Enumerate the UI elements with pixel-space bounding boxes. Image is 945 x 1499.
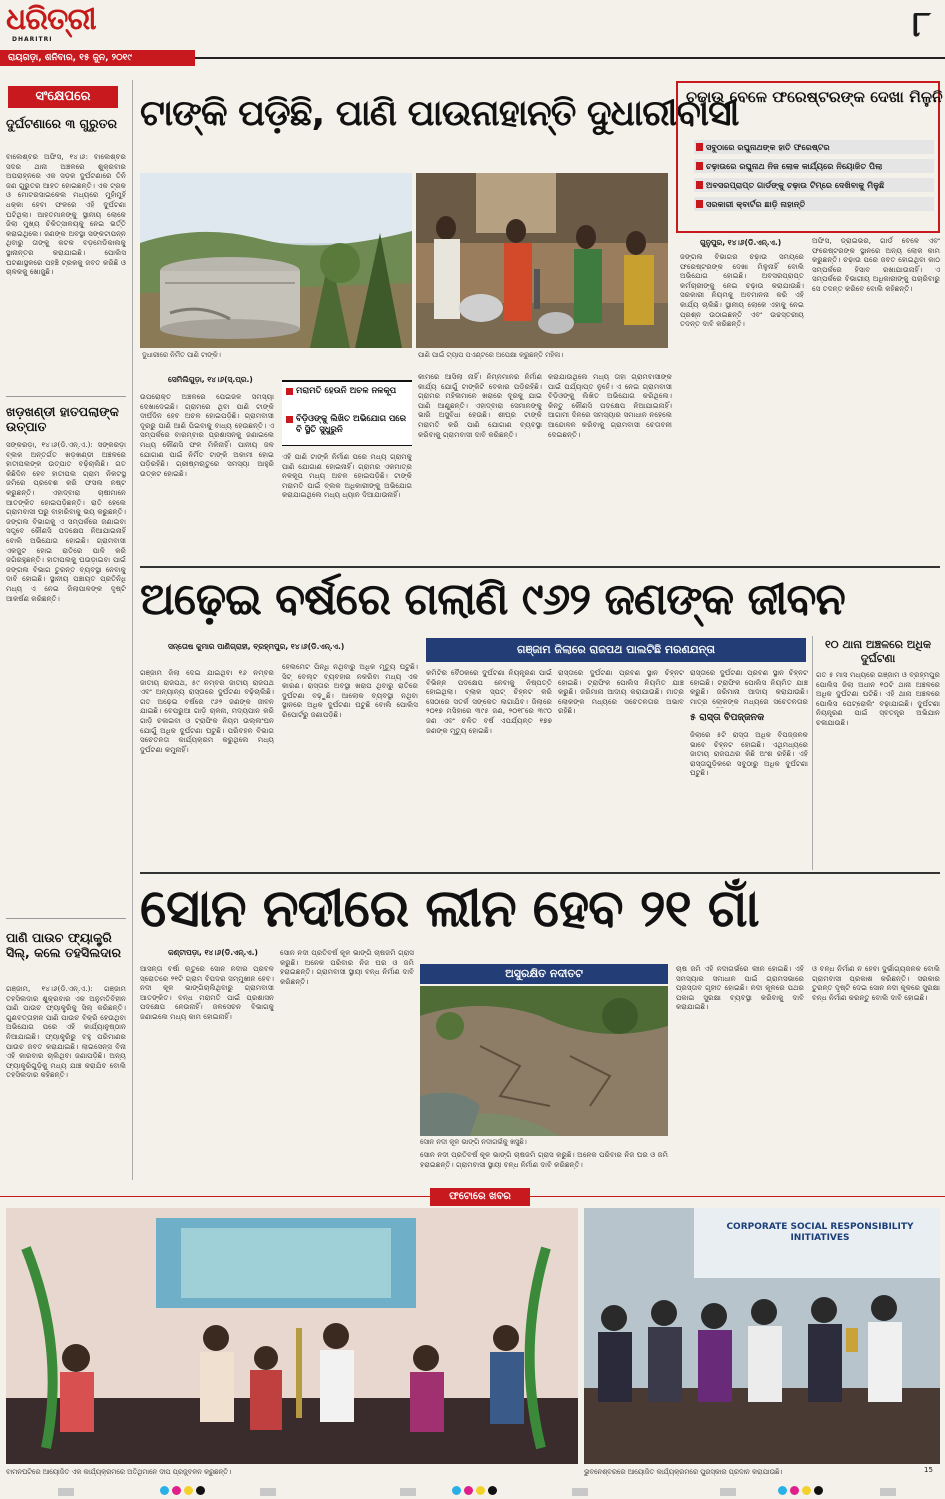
registration-dot-cyan xyxy=(778,1486,787,1495)
registration-dot-cyan xyxy=(452,1486,461,1495)
brief-2-head: ଖଡ଼ଖଣ୍ଡୀ ହାତପଲାଙ୍କ ଉତ୍ପାତ xyxy=(6,404,119,434)
story3-col3: କମିଟିର ବୈଠକରେ ଦୁର୍ଘଟଣା ନିୟନ୍ତ୍ରଣ ପାଇଁ ବିଭିନ୍ନ ପଦକ୍ଷେପ ନେବାକୁ ନିଷ୍ପତ୍ତି ହୋଇଥିଲା। ବ୍ଲାକ ସ୍ପଟ୍ ଚିହ୍ନଟ କରି ସେଠାରେ ସତର୍କ ସଙ୍କେତ ଲଗାଯିବ। ଜିଲାରେ ୨୦୧୭ ମସିହାରେ ୩୯୫ ଜଣ, ୨୦୧୮ରେ ୩୯୦ ଜଣ ଏବଂ ଚଳିତ ବର୍ଷ ଏପର୍ଯ୍ୟନ୍ତ ୧୭୭ ଜଣଙ୍କ ମୃତ୍ୟୁ ହୋଇଛି। xyxy=(426,668,552,735)
registration-dot-black xyxy=(488,1486,497,1495)
page-number: 15 xyxy=(924,1466,933,1474)
registration-mark xyxy=(572,1488,588,1496)
women-photo-art xyxy=(416,173,668,348)
column-rule xyxy=(812,636,813,870)
story1-photo2-caption: ପାଣି ପାଇଁ ଟ୍ୟାପ ପଏଣ୍ଟରେ ଅପେକ୍ଷା କରୁଛନ୍ତି ମହିଳା। xyxy=(418,351,564,359)
story2-byline: ଗୁନୁପୁର, ୧୪।୬(ଡି.ଏନ୍.ଏ.) xyxy=(700,238,782,247)
award-photo-art xyxy=(584,1208,940,1464)
logo-wordmark: ଧରିତ୍ରୀ xyxy=(6,2,96,37)
logo-sub: DHARITRI xyxy=(12,36,53,43)
story1-headline: ଟାଙ୍କି ପଡ଼ିଛି, ପାଣି ପାଉନାହାନ୍ତି ଦୁଧାରୀବାସୀ xyxy=(140,93,739,134)
story1-photo-tank xyxy=(140,173,412,348)
tank-photo-art xyxy=(140,173,412,348)
story2-col2: ଅଫିସ, ଡ୍ରାଇଭର, ଗାର୍ଡ ବେଳେ ଏବଂ ଫରେଷ୍ଟରଙ୍କ ସ୍ଥାନରେ ଅନ୍ୟ ଲୋକ କାମ କରୁଛନ୍ତି। ଚଢ଼ାଉ ପରେ ଜବତ ହୋଇଥିବା କାଠ ସମ୍ପର୍କରେ ହିସାବ ରଖାଯାଉନାହିଁ। ଏ ସମ୍ପର୍କରେ ବିଭାଗୀୟ ଅଧିକାରୀଙ୍କୁ ପଚାରିବାରୁ ସେ ତଦନ୍ତ କରିବେ ବୋଲି କହିଛନ୍ତି। xyxy=(812,236,940,293)
story2-bullet-4: ସରକାରୀ କ୍ବାର୍ଟର ଛାଡ଼ି ନାହାନ୍ତି xyxy=(694,197,934,211)
registration-dot-cyan xyxy=(160,1486,169,1495)
page-mark: ୮ xyxy=(912,3,931,45)
story1-photo-women xyxy=(416,173,668,348)
registration-mark xyxy=(260,1488,276,1496)
story4-photo-riverbank xyxy=(420,986,668,1136)
story3-col2: ହେଲମେଟ ପିନ୍ଧି ନଥିବାରୁ ଅଧିକ ମୃତ୍ୟୁ ଘଟୁଛି। ସିଟ୍ ବେଲ୍ଟ ବ୍ୟବହାର ନକରିବା ମଧ୍ୟ ଏକ କାରଣ। ରାସ୍ତାର ଅବସ୍ଥା ଖରାପ ଥିବାରୁ ରାତିରେ ଦୁର୍ଘଟଣା ବଢ଼ୁଛି। ଆଲୋକ ବ୍ୟବସ୍ଥା ନଥିବା ସ୍ଥାନରେ ଅଧିକ ଦୁର୍ଘଟଣା ଘଟୁଛି ବୋଲି ପୋଲିସ ରିପୋର୍ଟରୁ ଜଣାପଡ଼ିଛି। xyxy=(282,662,418,719)
story1-col4: କରାଯାଉଥିଲେ ମଧ୍ୟ ତାହା ଗ୍ରାମବାସୀଙ୍କ ପାଇଁ ପର୍ଯ୍ୟାପ୍ତ ନୁହେଁ। ଏ ନେଇ ଗ୍ରାମବାସୀ ବିଡ଼ିଓଙ୍କୁ ଲିଖିତ ଅଭିଯୋଗ କରିଥିଲେ। କିନ୍ତୁ କୌଣସି ପଦକ୍ଷେପ ନିଆଯାଇନାହିଁ। ଆଗାମୀ ଦିନରେ ସମସ୍ୟାର ସମାଧାନ ନହେଲେ ଆନ୍ଦୋଳନ କରିବାକୁ ଗ୍ରାମବାସୀ ଚେତାବନୀ ଦେଇଛନ୍ତି। xyxy=(548,372,672,439)
story1-photo1-caption: ଦୁଧାରୀରେ ନିର୍ମିତ ପାଣି ଟାଙ୍କି। xyxy=(142,351,221,359)
story3-col5: ଜିଲାରେ ୫ଟି ରାସ୍ତା ଅଧିକ ବିପଜ୍ଜନକ ଭାବେ ଚିହ୍ନଟ ହୋଇଛି। ଏଥିମଧ୍ୟରେ ଜାତୀୟ ରାଜପଥର କିଛି ଅଂଶ ରହିଛି। ଏହି ରାସ୍ତାଗୁଡ଼ିକରେ ସବୁଠାରୁ ଅଧିକ ଦୁର୍ଘଟଣା ଘଟୁଛି। xyxy=(690,730,808,778)
story4-col1: ଆସନ୍ତା ବର୍ଷା ଋତୁରେ ସୋନ ନଦୀର ପ୍ରବଳ ସ୍ରୋତରେ ୨୧ଟି ଗ୍ରାମ ବିପଦର ସମ୍ମୁଖୀନ ହେବ। ନଦୀ କୂଳ ଭାଙ୍ଗିଚାଲିଥିବାରୁ ଗ୍ରାମବାସୀ ଆତଙ୍କିତ। ବନ୍ଧ ମରାମତି ପାଇଁ ପ୍ରଶାସନ ପଦକ୍ଷେପ ନେଉନାହିଁ। ଜଳସେଚନ ବିଭାଗକୁ ଜଣାଇଲେ ମଧ୍ୟ କାମ ହୋଇନାହିଁ। xyxy=(140,964,274,1021)
top-rule xyxy=(195,57,945,59)
registration-dot-black xyxy=(196,1486,205,1495)
story1-byline: ସେମିଲିଗୁଡ଼ା, ୧୪।୬(ସ୍.ପ୍ର.) xyxy=(168,375,253,384)
story3-col6: ଗତ ୫ ମାସ ମଧ୍ୟରେ ଗଞ୍ଜାମ ଓ ବ୍ରହ୍ମପୁର ପୋଲିସ ଜିଲା ଅଧୀନ ୧୦ଟି ଥାନା ଅଞ୍ଚଳରେ ଅଧିକ ଦୁର୍ଘଟଣା ଘଟିଛି। ଏହି ଥାନା ଅଞ୍ଚଳରେ ପୋଲିସ ପେଟ୍ରୋଲିଂ ବଢ଼ାଯାଇଛି। ଦୁର୍ଘଟଣା ନିୟନ୍ତ୍ରଣ ପାଇଁ ସ୍ବତନ୍ତ୍ର ଅଭିଯାନ ଚଳାଯାଉଛି। xyxy=(816,670,940,727)
divider xyxy=(6,396,126,397)
story4-photo-caption: ସୋନ ନଦୀ କୂଳ ଭାଙ୍ଗି ନଦୀଗର୍ଭକୁ ଖସୁଛି। xyxy=(420,1138,527,1146)
registration-mark xyxy=(58,1488,74,1496)
story2-bullet-3: ଅବସରପ୍ରାପ୍ତ ଗାର୍ଡଙ୍କୁ ଚଢ଼ାଉ ଟିମ୍‌ରେ ଦେଖିବାକୁ ମିଳୁଛି xyxy=(694,178,934,192)
section-rule xyxy=(140,566,940,568)
story1-col3: କାମରେ ଆସିଲା ନାହିଁ। ନିମ୍ନମାନର ନିର୍ମାଣ କାର୍ଯ୍ୟ ଯୋଗୁଁ ଟାଙ୍କିଟି ବେକାର ପଡ଼ିରହିଛି। ଗ୍ରାମର ମହିଳାମାନେ ଖରାରେ ଦୂରକୁ ଯାଇ ପାଣି ଆଣୁଛନ୍ତି। ଏହାଦ୍ବାରା ସେମାନଙ୍କୁ ଭାରି ଅସୁବିଧା ହେଉଛି। ଶୀଘ୍ର ଟାଙ୍କି ମରାମତି କରି ପାଣି ଯୋଗାଣ ବ୍ୟବସ୍ଥା କରିବାକୁ ଗ୍ରାମବାସୀ ଦାବି କରିଛନ୍ତି। xyxy=(418,372,542,439)
riverbank-photo-art xyxy=(420,986,668,1136)
registration-mark xyxy=(880,1488,896,1496)
lamp-lighting-photo-art xyxy=(6,1208,578,1464)
photo-news-caption-right: ଭୁବନେଶ୍ବରରେ ଆୟୋଜିତ କାର୍ଯ୍ୟକ୍ରମରେ ପୁରସ୍କାର ପ୍ରଦାନ କରାଯାଉଛି। xyxy=(584,1468,783,1476)
story3-byline: ସନ୍ତୋଷ କୁମାର ପାଣିଗ୍ରାହୀ, ବ୍ରହ୍ମପୁର, ୧୪।୬(ଡି.ଏନ୍.ଏ.) xyxy=(168,642,345,651)
story3-col4: ରାସ୍ତାରେ ଦୁର୍ଘଟଣା ପ୍ରବଣ ସ୍ଥାନ ଚିହ୍ନଟ ହୋଇଛି। ଟ୍ରାଫିକ ପୋଲିସ ନିୟମିତ ଯାଞ୍ଚ କରୁଛି। ଜରିମାନା ଆଦାୟ କରାଯାଉଛି। ମାତ୍ର ଲୋକଙ୍କ ମଧ୍ୟରେ ସଚେତନତାର ଅଭାବ ରହିଛି। xyxy=(558,668,684,716)
registration-dot-magenta xyxy=(172,1486,181,1495)
divider xyxy=(6,918,126,919)
story3-col5a: ରାସ୍ତାରେ ଦୁର୍ଘଟଣା ପ୍ରବଣ ସ୍ଥାନ ଚିହ୍ନଟ ହୋଇଛି। ଟ୍ରାଫିକ ପୋଲିସ ନିୟମିତ ଯାଞ୍ଚ କରୁଛି। ଜରିମାନା ଆଦାୟ କରାଯାଉଛି। ମାତ୍ର ଲୋକଙ୍କ ମଧ୍ୟରେ ସଚେତନତାର xyxy=(690,668,808,706)
brief-2-body: ସଙ୍କରଡ଼ା, ୧୪।୬(ଡି.ଏନ୍.ଏ.): ସଙ୍କରଡ଼ା ବ୍ଲକ ଅନ୍ତର୍ଗତ ଖଡ଼ଖଣ୍ଡୀ ଅଞ୍ଚଳରେ ହାତୀପଲଙ୍କ ଉତ୍ପାତ ବଢ଼ିଚାଲିଛି। ଗତ କିଛିଦିନ ହେବ ହାତୀପଲ ଗ୍ରାମ ନିକଟସ୍ଥ ଜମିରେ ପ୍ରବେଶ କରି ଫସଲ ନଷ୍ଟ କରୁଛନ୍ତି। ଏହାଦ୍ବାରା ଚାଷୀମାନେ ଆତଙ୍କିତ ହୋଇପଡ଼ିଛନ୍ତି। ରାତି ହେଲେ ଗ୍ରାମବାସୀ ଘରୁ ବାହାରିବାକୁ ଭୟ କରୁଛନ୍ତି। ଜଙ୍ଗଲ ବିଭାଗକୁ ଏ ସମ୍ପର୍କରେ ଜଣାଇବା ସତ୍ତ୍ବେ କୌଣସି ପଦକ୍ଷେପ ନିଆଯାଇନାହିଁ ବୋଲି ଅଭିଯୋଗ ହୋଇଛି। ଗ୍ରାମବାସୀ ଏକଜୁଟ ହୋଇ ରାତିରେ ପାଳି କରି ଜଗିରହୁଛନ୍ତି। ହାତୀପଲକୁ ଘଉଡ଼ାଇବା ପାଇଁ ଜଙ୍ଗଲ ବିଭାଗ ତୁରନ୍ତ ବ୍ୟବସ୍ଥା ନେବାକୁ ଦାବି ହୋଇଛି। ସ୍ଥାନୀୟ ପଞ୍ଚାୟତ ପ୍ରତିନିଧି ମଧ୍ୟ ଏ ନେଇ ଜିଲାପାଳଙ୍କ ଦୃଷ୍ଟି ଆକର୍ଷଣ କରିଛନ୍ତି। xyxy=(6,440,126,603)
registration-dot-yellow xyxy=(184,1486,193,1495)
registration-dot-magenta xyxy=(464,1486,473,1495)
masthead-logo xyxy=(6,2,96,44)
brief-3-head: ପାଣି ପାଉଚ ଫ୍ୟାକ୍ଟ୍ରି ସିଲ୍, କଲେ ତହସିଲଦାର xyxy=(6,930,122,960)
brief-tag: ସଂକ୍ଷେପରେ xyxy=(8,86,118,108)
photo-news-band: ଫଟୋରେ ଖବର xyxy=(430,1188,530,1206)
photo-news-caption-left: ବାମନଘଟିରେ ଆୟୋଜିତ ଏକ କାର୍ଯ୍ୟକ୍ରମରେ ଅତିଥିମାନେ ଦୀପ ପ୍ରଜ୍ଜ୍ବଳନ କରୁଛନ୍ତି। xyxy=(6,1468,232,1476)
story2-bullet-2: ଚଢ଼ାଉରେ ରଘୁନାଥ ନିଜ ଲୋକ କାର୍ଯ୍ୟରେ ନିୟୋଜିତ ପିଲା xyxy=(694,159,934,173)
story4-byline: କଣ୍ଟାପଡ଼ା, ୧୪।୬(ଡି.ଏନ୍.ଏ.) xyxy=(168,948,258,957)
story2-head: ଚଢ଼ାଉ ବେଳେ ଫରେଷ୍ଟରଙ୍କ ଦେଖା ମିଳୁନି xyxy=(686,88,943,106)
brief-1-body: ବାଲେଶ୍ବର ଅଫିସ, ୧୪।୬: ବାଲେଶ୍ବର ସଦର ଥାନା ଅଞ୍ଚଳରେ ଶୁକ୍ରବାର ଅପରାହ୍ନରେ ଏକ ସଡ଼କ ଦୁର୍ଘଟଣାରେ ତିନି ଜଣ ଗୁରୁତର ଆହତ ହୋଇଛନ୍ତି। ଏକ ଟ୍ରକ ଓ ମୋଟରସାଇକେଲ ମଧ୍ୟରେ ମୁହାଁମୁହିଁ ଧକ୍କା ହେବା ଫଳରେ ଏହି ଦୁର୍ଘଟଣା ଘଟିଥିଲା। ଆହତମାନଙ୍କୁ ସ୍ଥାନୀୟ ଲୋକେ ଜିଲା ମୁଖ୍ୟ ଚିକିତ୍ସାଳୟକୁ ନେଇ ଭର୍ତ୍ତି କରାଇଥିଲେ। ଜଣଙ୍କ ଅବସ୍ଥା ସଙ୍କଟାପନ୍ନ ଥିବାରୁ ତାଙ୍କୁ କଟକ ବଡ଼ମେଡିକାଲକୁ ସ୍ଥାନାନ୍ତର କରାଯାଇଛି। ପୋଲିସ ଘଟଣାସ୍ଥଳରେ ପହଞ୍ଚି ଟ୍ରକକୁ ଜବତ କରିଛି ଓ ଚାଳକକୁ ଖୋଜୁଛି। xyxy=(6,152,126,277)
story4-col4: ଓ ବନ୍ଧ ନିର୍ମାଣ ନ ହେବା ଦୁର୍ଭାଗ୍ୟଜନକ ବୋଲି ଗ୍ରାମବାସୀ ପ୍ରକାଶ କରିଛନ୍ତି। ସରକାର ତୁରନ୍ତ ଦୃଷ୍ଟି ଦେଇ ସୋନ ନଦୀ କୂଳରେ ସୁରକ୍ଷା ବନ୍ଧ ନିର୍ମାଣ କରନ୍ତୁ ବୋଲି ଦାବି ହୋଇଛି। xyxy=(812,964,940,1002)
csr-banner-text: CORPORATE SOCIAL RESPONSIBILITY INITIATIVES xyxy=(726,1222,914,1243)
story1-col1: ଉପରୋକ୍ତ ଅଞ୍ଚଳରେ ପେଇଜଳ ସମସ୍ୟା ଦେଖାଦେଇଛି। ଗ୍ରାମରେ ଥିବା ପାଣି ଟାଙ୍କି ଦୀର୍ଘଦିନ ହେବ ଅଚଳ ହୋଇପଡ଼ିଛି। ଗ୍ରାମବାସୀ ଦୂରରୁ ପାଣି ଆଣି ପିଇବାକୁ ବାଧ୍ୟ ହେଉଛନ୍ତି। ଏ ସମ୍ପର୍କରେ ବାରମ୍ବାର ପ୍ରଶାସନକୁ ଜଣାଇଲେ ମଧ୍ୟ କୌଣସି ଫଳ ମିଳିନାହିଁ। ପାନୀୟ ଜଳ ଯୋଗାଣ ପାଇଁ ନିର୍ମିତ ଟାଙ୍କି ଅକାମୀ ହୋଇ ପଡ଼ିରହିଛି। ଗ୍ରୀଷ୍ମଋତୁରେ ସମସ୍ୟା ଆହୁରି ଉତ୍କଟ ହୋଇଛି। xyxy=(140,392,274,478)
story3-band: ଗଞ୍ଜାମ ଜିଲାରେ ରାଜପଥ ପାଲଟିଛି ମରଣଯନ୍ତା xyxy=(426,638,806,662)
photo-news-right xyxy=(584,1208,940,1464)
story4-col3: ଚାଷ ଜମି ଏହି ନଦୀଗର୍ଭରେ ଲୀନ ହୋଇଛି। ଏହି ସମସ୍ୟାର ସମାଧାନ ପାଇଁ ଗ୍ରାମସଭାରେ ପ୍ରସ୍ତାବ ଗୃହୀତ ହୋଇଛି। ନଦୀ କୂଳରେ ପଥର ପକାଇ ସୁରକ୍ଷା ବ୍ୟବସ୍ଥା କରିବାକୁ ଦାବି କରାଯାଇଛି। xyxy=(676,964,804,1012)
story3-side-head: ୧୦ ଥାନା ଅଞ୍ଚଳରେ ଅଧିକ ଦୁର୍ଘଟଣା xyxy=(824,638,932,665)
story3-ghat-head: ୫ ରାସ୍ତା ବିପଜ୍ଜନକ xyxy=(690,712,765,723)
registration-mark xyxy=(720,1488,736,1496)
registration-mark xyxy=(400,1488,416,1496)
story4-headline: ସୋନ ନଦୀରେ ଲୀନ ହେବ ୨୧ ଗାଁ xyxy=(140,879,759,939)
story4-band: ଅସୁରକ୍ଷିତ ନଦୀତଟ xyxy=(420,964,668,984)
story2-col1: ଜଙ୍ଗଲ ବିଭାଗର ଚଢ଼ାଉ ସମୟରେ ଫରେଷ୍ଟରଙ୍କ ଦେଖା ମିଳୁନାହିଁ ବୋଲି ଅଭିଯୋଗ ହୋଇଛି। ଅବସରପ୍ରାପ୍ତ କର୍ମଚାରୀଙ୍କୁ ନେଇ ଚଢ଼ାଉ କରାଯାଉଛି। ସରକାରୀ ନିୟମକୁ ଅବମାନନା କରି ଏହି କାର୍ଯ୍ୟ ଚାଲିଛି। ସ୍ଥାନୀୟ ଲୋକେ ଏହାକୁ ନେଇ ପ୍ରଶ୍ନ ଉଠାଇଛନ୍ତି ଏବଂ ଉଚ୍ଚସ୍ତରୀୟ ତଦନ୍ତ ଦାବି କରିଛନ୍ତି। xyxy=(680,252,804,329)
story3-headline: ଅଢ଼େଇ ବର୍ଷରେ ଗଲାଣି ୯୬୨ ଜଣଙ୍କ ଜୀବନ xyxy=(140,574,845,625)
story4-col2b: ସୋନ ନଦୀ ପ୍ରତିବର୍ଷ କୂଳ ଭାଙ୍ଗି ଚାଷଜମି ଗ୍ରାସ କରୁଛି। ଅନେକ ପରିବାର ନିଜ ଘର ଓ ଜମି ହରାଇଛନ୍ତି। ଗ୍ରାମବାସୀ ସ୍ଥାୟୀ ବନ୍ଧ ନିର୍ମାଣ ଦାବି କରିଛନ୍ତି। xyxy=(420,1150,668,1169)
registration-dot-yellow xyxy=(476,1486,485,1495)
brief-1-head: ଦୁର୍ଘଟଣାରେ ୩ ଗୁରୁତର xyxy=(6,116,117,131)
brief-3-body: ଗଞ୍ଜାମ, ୧୪।୬(ଡି.ଏନ୍.ଏ.): ଗଞ୍ଜାମ ତହସିଲଦାର ଶୁକ୍ରବାର ଏକ ଅନୁମତିବିହୀନ ପାଣି ପାଉଚ ଫ୍ୟାକ୍ଟ୍ରିକୁ ସିଲ୍ କରିଛନ୍ତି। ଗୁଣବତ୍ତାହୀନ ପାଣି ପାଉଚ ବିକ୍ରି ହେଉଥିବା ଅଭିଯୋଗ ପରେ ଏହି କାର୍ଯ୍ୟାନୁଷ୍ଠାନ ନିଆଯାଇଛି। ଫ୍ୟାକ୍ଟ୍ରିରୁ ବହୁ ପରିମାଣର ପାଉଚ ଜବତ କରାଯାଇଛି। ଲାଇସେନ୍ସ ବିନା ଏହି କାରବାର ଚାଲିଥିବା ଜଣାପଡ଼ିଛି। ଅନ୍ୟ ଫ୍ୟାକ୍ଟ୍ରିଗୁଡ଼ିକୁ ମଧ୍ୟ ଯାଞ୍ଚ କରାଯିବ ବୋଲି ତହସିଲଦାର କହିଛନ୍ତି। xyxy=(6,984,126,1080)
registration-dot-yellow xyxy=(802,1486,811,1495)
story4-col2: ସୋନ ନଦୀ ପ୍ରତିବର୍ଷ କୂଳ ଭାଙ୍ଗି ଚାଷଜମି ଗ୍ରାସ କରୁଛି। ଅନେକ ପରିବାର ନିଜ ଘର ଓ ଜମି ହରାଇଛନ୍ତି। ଗ୍ରାମବାସୀ ସ୍ଥାୟୀ ବନ୍ଧ ନିର୍ମାଣ ଦାବି କରିଛନ୍ତି। xyxy=(280,948,414,986)
registration-dot-magenta xyxy=(790,1486,799,1495)
column-rule xyxy=(132,80,133,1180)
photo-news-left xyxy=(6,1208,578,1464)
story3-col1: ଗଞ୍ଜାମ ଜିଲା ଦେଇ ଯାଇଥିବା ୧୬ ନମ୍ବର ଜାତୀୟ ରାଜପଥ, ୫୯ ନମ୍ବର ଜାତୀୟ ରାଜପଥ ଏବଂ ଅନ୍ୟାନ୍ୟ ରାସ୍ତାରେ ଦୁର୍ଘଟଣା ବଢ଼ିଚାଲିଛି। ଗତ ଅଢ଼େଇ ବର୍ଷରେ ୯୬୨ ଜଣଙ୍କ ଜୀବନ ଯାଇଛି। ବେପରୁଆ ଗାଡ଼ି ଚାଳନା, ମଦ୍ୟପାନ କରି ଗାଡ଼ି ଚଳାଇବା ଓ ଟ୍ରାଫିକ ନିୟମ ଉଲ୍ଲଂଘନ ଯୋଗୁଁ ଅଧିକ ଦୁର୍ଘଟଣା ଘଟୁଛି। ପରିବହନ ବିଭାଗ ସଚେତନତା କାର୍ଯ୍ୟକ୍ରମ କରୁଥିଲେ ମଧ୍ୟ ଦୁର୍ଘଟଣା କମୁନାହିଁ। xyxy=(140,668,274,754)
registration-dot-black xyxy=(814,1486,823,1495)
story2-bullet-1: ସବୁଠାରେ ରଘୁନାଥଙ୍କ ହାତି ଫରେଷ୍ଟର xyxy=(694,140,934,154)
section-rule xyxy=(140,872,940,874)
story1-pull-1: ମରାମତି ହେଉନି ଅଚଳ ନଳକୂପ xyxy=(286,386,410,397)
story1-pull-2: ବିଡ଼ିଓଙ୍କୁ ଲିଖିତ ଅଭିଯୋଗ ପରେ ବି ସ୍ଥିତି ସୁଧୁରୁନି xyxy=(286,414,410,436)
dateline: ରାୟଗଡ଼ା, ଶନିବାର, ୧୫ ଜୁନ, ୨୦୧୯ xyxy=(0,50,195,66)
story1-col2: ଏହି ପାଣି ଟାଙ୍କି ନିର୍ମାଣ ପରେ ମଧ୍ୟ ଗ୍ରାମକୁ ପାଣି ଯୋଗାଣ ହୋଇନାହିଁ। ଗ୍ରାମର ଏକମାତ୍ର ନଳକୂପ ମଧ୍ୟ ଅଚଳ ହୋଇପଡ଼ିଛି। ଟାଙ୍କି ମରାମତି ପାଇଁ ବ୍ଲକ ଅଧିକାରୀଙ୍କୁ ଅଭିଯୋଗ କରାଯାଇଥିଲେ ମଧ୍ୟ ଧ୍ୟାନ ଦିଆଯାଉନାହିଁ। xyxy=(282,452,412,500)
